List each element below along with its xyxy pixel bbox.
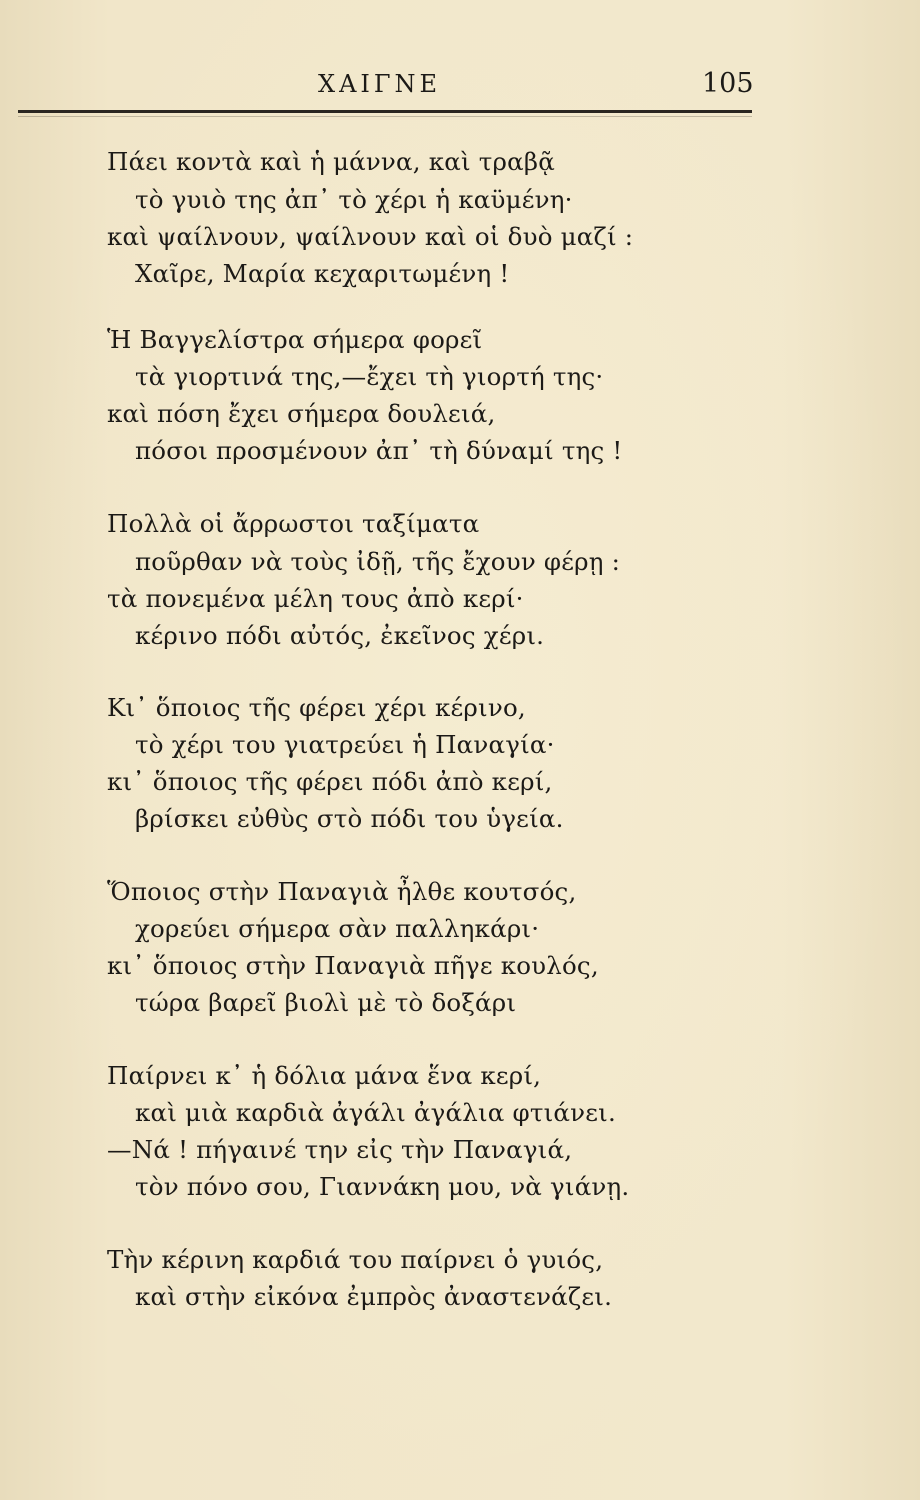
poem-line: κι᾿ ὅποιος τῆς φέρει πόδι ἀπὸ κερί, (107, 767, 553, 796)
poem-line: κέρινο πόδι αὐτός, ἐκεῖνος χέρι. (135, 621, 545, 650)
poem-line: Πολλὰ οἱ ἄρρωστοι ταξίματα (107, 509, 480, 538)
page-number: 105 (702, 68, 754, 99)
poem-line: Χαῖρε, Μαρία κεχαριτωμένη ! (135, 259, 510, 288)
poem-line: κι᾿ ὅποιος στὴν Παναγιὰ πῆγε κουλός, (107, 951, 599, 980)
poem-line: τὸ γυιὸ της ἀπ᾿ τὸ χέρι ἡ καϋμένη· (135, 185, 573, 214)
poem-line: καὶ ψαίλνουν, ψαίλνουν καὶ οἱ δυὸ μαζί : (107, 222, 634, 251)
poem-line: τὰ πονεμένα μέλη τους ἀπὸ κερί· (107, 584, 524, 613)
poem-line: Κι᾿ ὅποιος τῆς φέρει χέρι κέρινο, (107, 693, 526, 722)
poem-line: καὶ στὴν εἰκόνα ἐμπρὸς ἀναστενάζει. (135, 1282, 613, 1311)
poem-line: Ὅποιος στὴν Παναγιὰ ἦλθε κουτσός, (107, 877, 577, 906)
poem-line: πόσοι προσμένουν ἀπ᾿ τὴ δύναμί της ! (135, 436, 623, 465)
poem-line: ποῦρθαν νὰ τοὺς ἰδῇ, τῆς ἔχουν φέρῃ : (135, 547, 621, 576)
poem-line: τὸν πόνο σου, Γιαννάκη μου, νὰ γιάνῃ. (135, 1172, 630, 1201)
poem-line: βρίσκει εὐθὺς στὸ πόδι του ὑγεία. (135, 804, 564, 833)
poem-line: —Νά ! πήγαινέ την εἰς τὴν Παναγιά, (107, 1135, 573, 1164)
poem-line: τώρα βαρεῖ βιολὶ μὲ τὸ δοξάρι (135, 988, 517, 1017)
poem-line: τὸ χέρι του γιατρεύει ἡ Παναγία· (135, 730, 555, 759)
poem-line: τὰ γιορτινά της,—ἔχει τὴ γιορτή της· (135, 362, 604, 391)
poem-line: Παίρνει κ᾿ ἡ δόλια μάνα ἕνα κερί, (107, 1061, 542, 1090)
poem-line: Ἡ Βαγγελίστρα σήμερα φορεῖ (107, 325, 483, 354)
poem-line: καὶ μιὰ καρδιὰ ἀγάλι ἀγάλια φτιάνει. (135, 1098, 616, 1127)
poem-line: καὶ πόση ἔχει σήμερα δουλειά, (107, 399, 496, 428)
poem-line: χορεύει σήμερα σὰν παλληκάρι· (135, 914, 540, 943)
poem-line: Πάει κοντὰ καὶ ἡ μάννα, καὶ τραβᾷ (107, 147, 555, 176)
poem-line: Τὴν κέρινη καρδιά του παίρνει ὁ γυιός, (107, 1245, 604, 1274)
running-title: ΧΑΙΓΝΕ (318, 70, 442, 98)
